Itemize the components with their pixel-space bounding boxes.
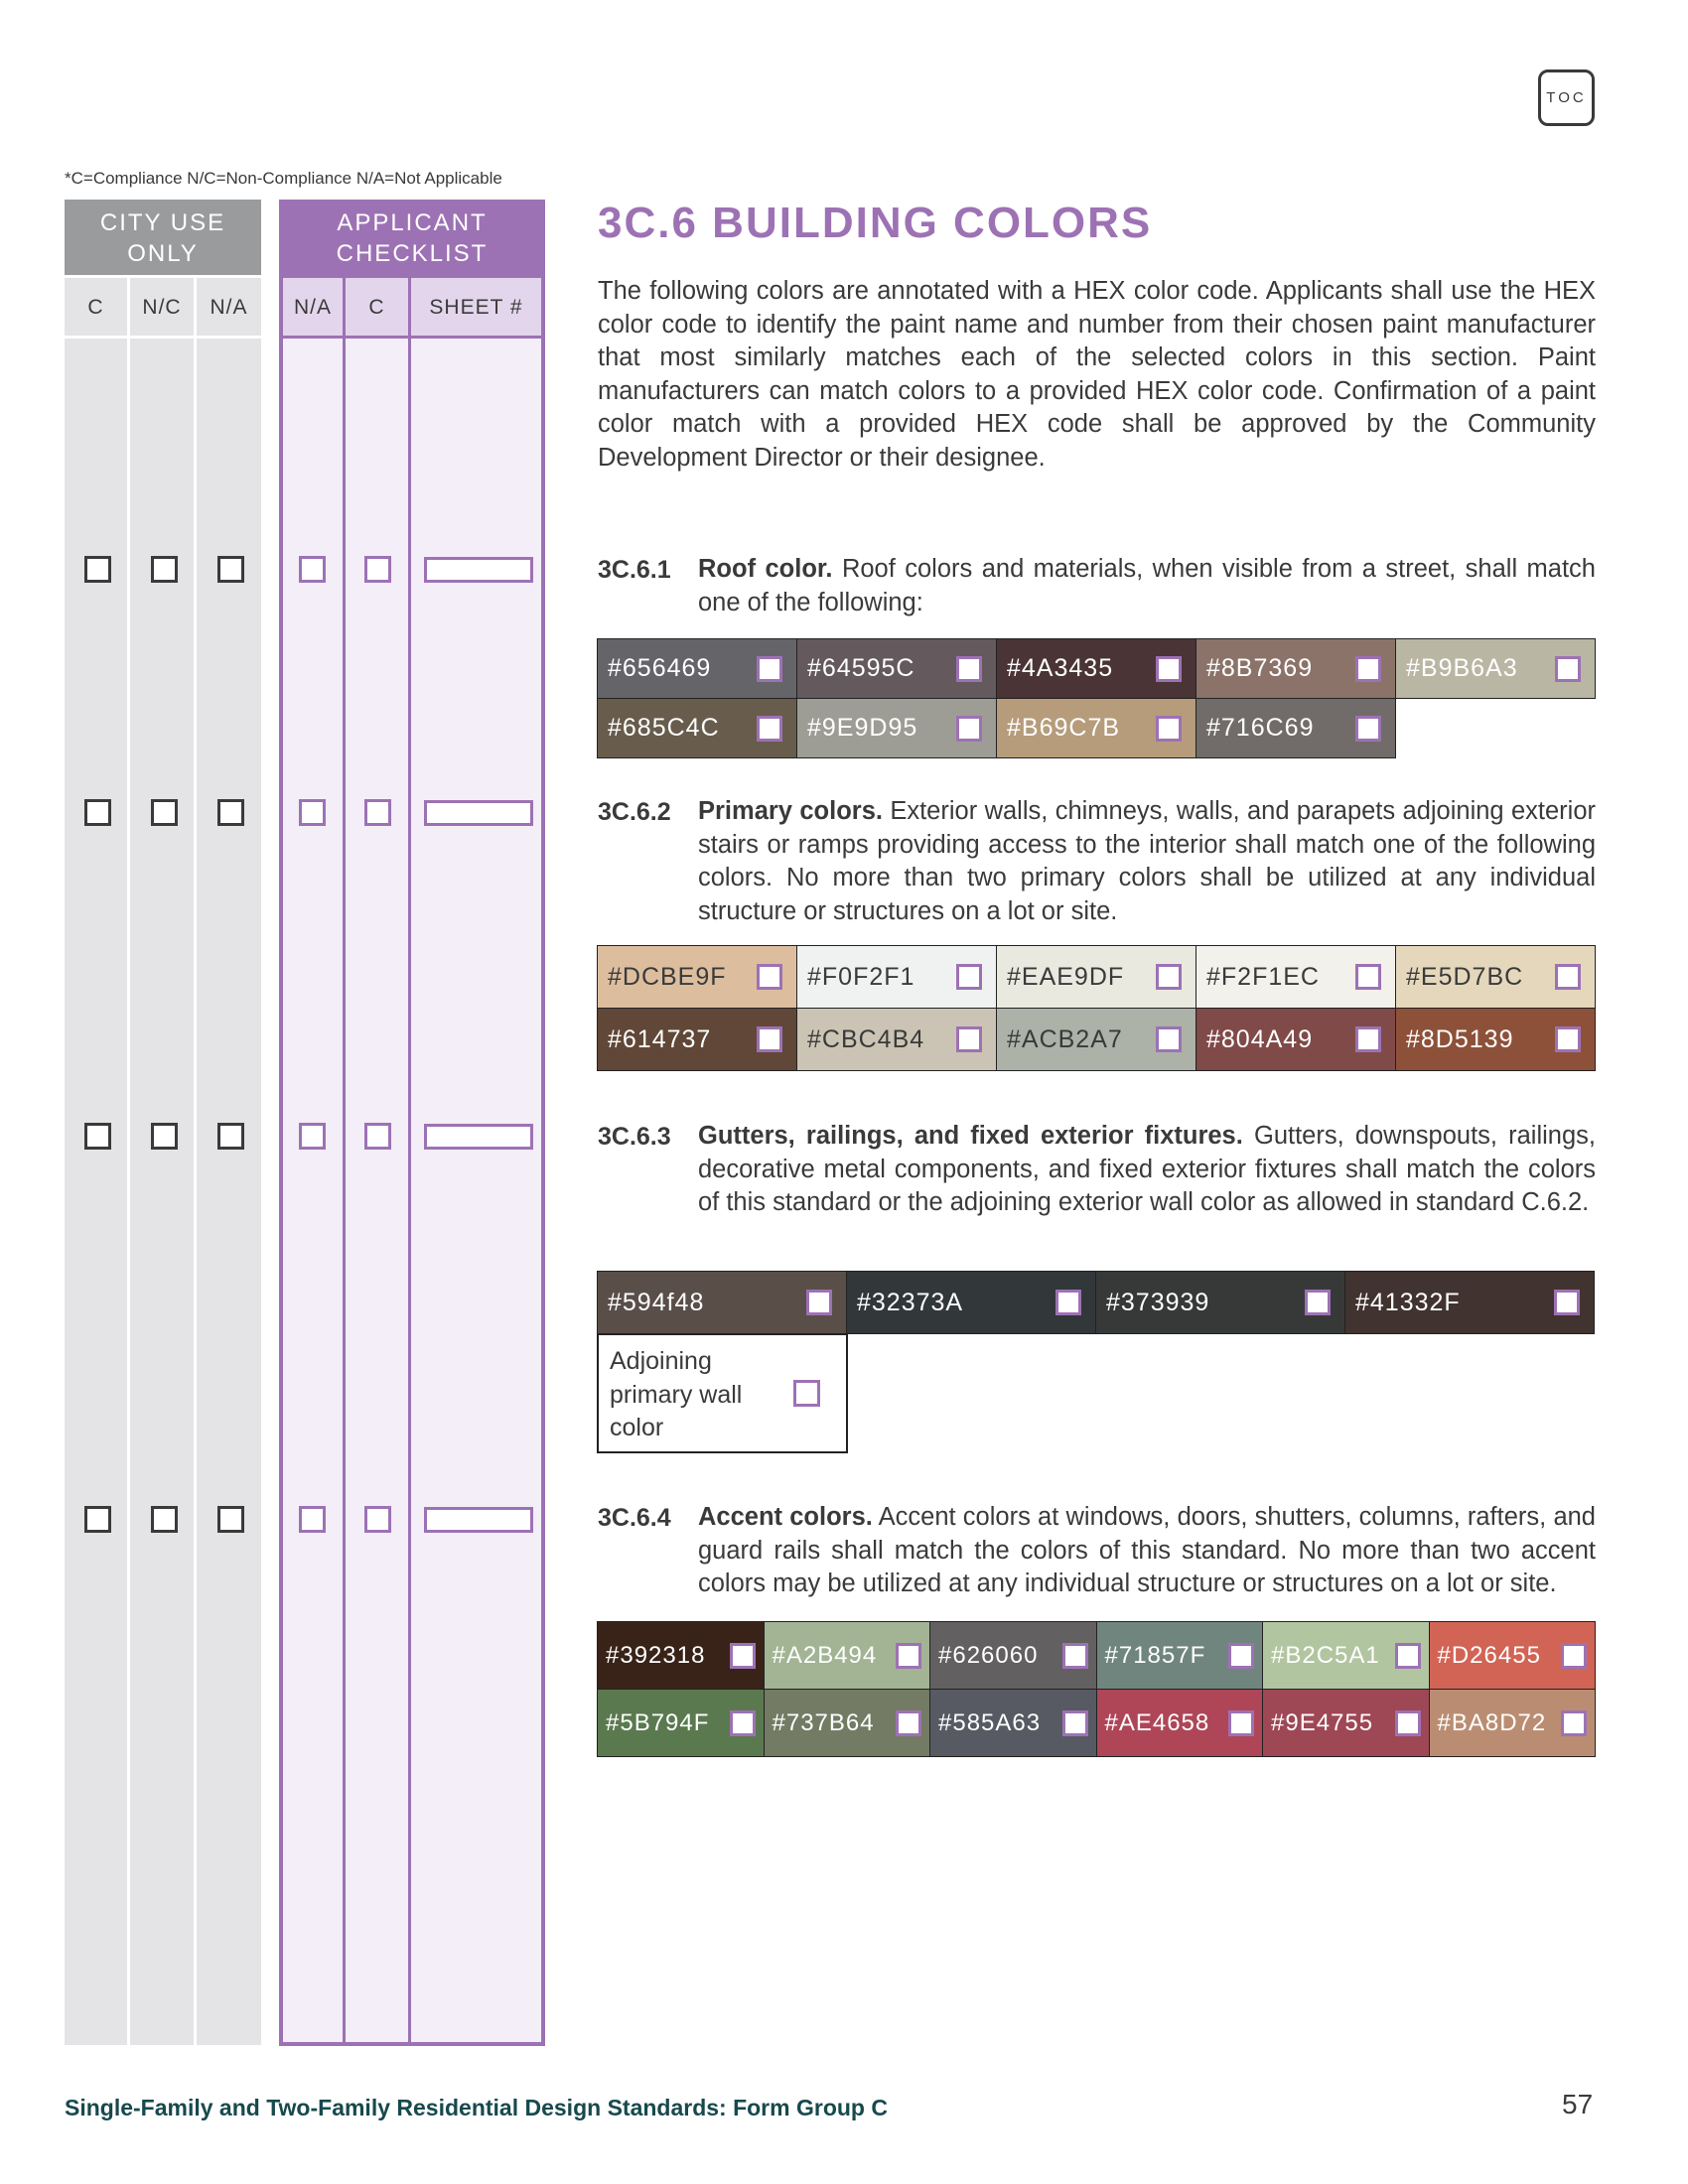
color-swatch	[597, 1621, 765, 1690]
color-select-checkbox[interactable]	[956, 964, 982, 990]
color-hex-code: #685C4C	[608, 714, 720, 742]
city-nc-checkbox[interactable]	[151, 799, 178, 826]
adjoining-wall-color-label: Adjoining primary wall color	[610, 1347, 743, 1441]
color-select-checkbox[interactable]	[1355, 716, 1381, 742]
color-hex-code: #B2C5A1	[1271, 1641, 1380, 1669]
color-swatch	[1196, 1008, 1396, 1071]
subsection-body: Roof colors and materials, when visible from a street, shall match one of the following:	[698, 555, 1596, 616]
color-select-checkbox[interactable]	[1561, 1643, 1587, 1669]
applicant-column-divider	[343, 278, 346, 2042]
section-title: 3C.6 BUILDING COLORS	[598, 199, 1153, 247]
color-select-checkbox[interactable]	[730, 1643, 756, 1669]
city-c-checkbox[interactable]	[84, 1506, 111, 1533]
city-nc-checkbox[interactable]	[151, 1506, 178, 1533]
color-swatch	[996, 1008, 1196, 1071]
color-hex-code: #F2F1EC	[1206, 962, 1320, 991]
color-swatch	[1344, 1271, 1595, 1334]
color-hex-code: #CBC4B4	[807, 1024, 925, 1053]
color-hex-code: #716C69	[1206, 714, 1315, 742]
compliance-legend: *C=Compliance N/C=Non-Compliance N/A=Not Applicable	[65, 169, 502, 188]
city-na-checkbox[interactable]	[217, 1123, 244, 1150]
color-hex-code: #D26455	[1437, 1641, 1541, 1669]
color-select-checkbox[interactable]	[956, 716, 982, 742]
applicant-column-divider	[408, 278, 411, 2042]
color-hex-code: #E5D7BC	[1406, 962, 1524, 991]
subsection-text-gutters	[698, 1120, 1596, 1220]
color-swatch	[764, 1689, 931, 1757]
color-swatch	[996, 638, 1196, 699]
color-hex-code: #64595C	[807, 654, 915, 682]
color-select-checkbox[interactable]	[730, 1710, 756, 1736]
color-swatch	[1429, 1689, 1597, 1757]
applicant-col-c-label: C	[368, 295, 385, 319]
page-number: 57	[1562, 2089, 1594, 2119]
color-swatch	[1196, 698, 1396, 758]
color-swatch	[1395, 1008, 1596, 1071]
city-na-checkbox[interactable]	[217, 556, 244, 583]
city-c-checkbox[interactable]	[84, 556, 111, 583]
color-swatch	[1395, 945, 1596, 1009]
color-hex-code: #9E9D95	[807, 714, 918, 742]
city-column-divider	[194, 278, 197, 2045]
applicant-c-checkbox[interactable]	[364, 1506, 391, 1533]
color-hex-code: #804A49	[1206, 1024, 1314, 1053]
applicant-na-checkbox[interactable]	[299, 556, 326, 583]
color-hex-code: #8D5139	[1406, 1024, 1514, 1053]
color-select-checkbox[interactable]	[1355, 1026, 1381, 1052]
applicant-c-checkbox[interactable]	[364, 1123, 391, 1150]
city-col-na-label: N/A	[210, 296, 248, 319]
applicant-title-line1: APPLICANT	[337, 209, 488, 236]
color-hex-code: #41332F	[1355, 1288, 1461, 1316]
color-hex-code: #DCBE9F	[608, 962, 727, 991]
toc-button[interactable]: TOC	[1538, 69, 1595, 126]
color-select-checkbox[interactable]	[1156, 656, 1182, 682]
color-select-checkbox[interactable]	[1156, 964, 1182, 990]
color-hex-code: #737B64	[772, 1708, 875, 1736]
color-hex-code: #392318	[606, 1641, 706, 1669]
adjoining-wall-color-checkbox[interactable]	[793, 1380, 820, 1407]
sheet-number-field[interactable]	[424, 1124, 533, 1150]
applicant-c-checkbox[interactable]	[364, 799, 391, 826]
color-select-checkbox[interactable]	[1355, 964, 1381, 990]
city-nc-checkbox[interactable]	[151, 1123, 178, 1150]
color-select-checkbox[interactable]	[1555, 964, 1581, 990]
city-na-checkbox[interactable]	[217, 799, 244, 826]
city-use-title-line2: ONLY	[127, 240, 199, 267]
footer-document-title: Single-Family and Two-Family Residential Design Standards: Form Group C	[65, 2095, 888, 2120]
subsection-body: Exterior walls, chimneys, walls, and parapets adjoining exterior stairs or ramps providing access to the interior shall match one of the following colors. No more than two primary colors shall be utilized at any individual structure or structures on a lot or site.	[698, 797, 1597, 925]
color-select-checkbox[interactable]	[1305, 1290, 1331, 1315]
color-swatch	[597, 945, 797, 1009]
color-swatch	[1096, 1621, 1264, 1690]
color-swatch	[597, 638, 797, 699]
color-select-checkbox[interactable]	[1156, 1026, 1182, 1052]
city-use-column-bg	[65, 278, 261, 2045]
color-hex-code: #614737	[608, 1024, 712, 1053]
color-swatch	[1262, 1689, 1430, 1757]
applicant-checklist-header	[279, 200, 545, 278]
color-hex-code: #5B794F	[606, 1708, 710, 1736]
subsection-number-roof: 3C.6.1	[598, 556, 671, 584]
applicant-col-na-label: N/A	[293, 295, 332, 319]
color-select-checkbox[interactable]	[1561, 1710, 1587, 1736]
color-swatch	[996, 945, 1196, 1009]
color-hex-code: #373939	[1106, 1288, 1210, 1316]
city-col-c-label: C	[87, 296, 104, 319]
color-select-checkbox[interactable]	[757, 964, 782, 990]
applicant-col-sheet-label: SHEET #	[429, 295, 523, 319]
color-select-checkbox[interactable]	[1228, 1710, 1254, 1736]
color-select-checkbox[interactable]	[1555, 656, 1581, 682]
applicant-na-checkbox[interactable]	[299, 1506, 326, 1533]
subsection-heading: Roof color.	[698, 555, 833, 583]
color-hex-code: #626060	[938, 1641, 1039, 1669]
color-select-checkbox[interactable]	[806, 1290, 832, 1315]
color-hex-code: #ACB2A7	[1007, 1024, 1123, 1053]
color-swatch	[796, 638, 997, 699]
color-hex-code: #32373A	[857, 1288, 964, 1316]
color-swatch	[929, 1689, 1097, 1757]
color-select-checkbox[interactable]	[896, 1710, 921, 1736]
color-swatch	[597, 1271, 847, 1334]
color-select-checkbox[interactable]	[1395, 1643, 1421, 1669]
color-swatch	[597, 698, 797, 758]
city-c-checkbox[interactable]	[84, 1123, 111, 1150]
color-swatch	[1196, 945, 1396, 1009]
color-hex-code: #BA8D72	[1437, 1708, 1547, 1736]
color-swatch	[1429, 1621, 1597, 1690]
color-hex-code: #AE4658	[1104, 1708, 1210, 1736]
color-select-checkbox[interactable]	[956, 1026, 982, 1052]
color-hex-code: #4A3435	[1007, 654, 1114, 682]
color-swatch	[796, 698, 997, 758]
adjoining-wall-color-option	[597, 1333, 848, 1453]
color-hex-code: #8B7369	[1206, 654, 1314, 682]
color-hex-code: #71857F	[1104, 1641, 1206, 1669]
color-swatch	[597, 1008, 797, 1071]
color-hex-code: #F0F2F1	[807, 962, 915, 991]
color-select-checkbox[interactable]	[757, 1026, 782, 1052]
subsection-heading: Primary colors.	[698, 797, 883, 825]
color-select-checkbox[interactable]	[1555, 1026, 1581, 1052]
sheet-number-field[interactable]	[424, 557, 533, 583]
color-swatch	[1096, 1689, 1264, 1757]
city-column-divider	[127, 278, 130, 2045]
sheet-number-field[interactable]	[424, 1507, 533, 1533]
city-c-checkbox[interactable]	[84, 799, 111, 826]
section-intro: The following colors are annotated with a HEX color code. Applicants shall use the HEX color code to identify the paint name and number from their chosen paint manufacturer that most similarly matches each of the selected colors in this section. Paint manufacturers can match colors to a provided HEX color code. Confirmation of a paint color match with a provided HEX code shall be approved by the Community Development Director or their designee.	[598, 277, 1596, 472]
color-hex-code: #EAE9DF	[1007, 962, 1125, 991]
city-col-nc-label: N/C	[142, 296, 182, 319]
subsection-number-gutters: 3C.6.3	[598, 1123, 671, 1151]
color-swatch	[764, 1621, 931, 1690]
color-swatch	[1262, 1621, 1430, 1690]
city-use-header	[65, 200, 261, 275]
color-select-checkbox[interactable]	[757, 716, 782, 742]
color-swatch	[796, 945, 997, 1009]
subsection-text-accent	[698, 1501, 1596, 1601]
subsection-body: Gutters, downspouts, railings, decorative metal components, and fixed exterior fixtures shall match the colors of this standard or the adjoining exterior wall color as allowed in standard C.6.2.	[698, 1122, 1596, 1216]
color-select-checkbox[interactable]	[1062, 1710, 1088, 1736]
applicant-na-checkbox[interactable]	[299, 799, 326, 826]
subsection-number-primary: 3C.6.2	[598, 798, 671, 826]
color-select-checkbox[interactable]	[1156, 716, 1182, 742]
applicant-c-checkbox[interactable]	[364, 556, 391, 583]
color-select-checkbox[interactable]	[1062, 1643, 1088, 1669]
subsection-text-roof	[698, 553, 1596, 619]
applicant-na-checkbox[interactable]	[299, 1123, 326, 1150]
color-select-checkbox[interactable]	[1395, 1710, 1421, 1736]
subsection-heading: Gutters, railings, and fixed exterior fixtures.	[698, 1122, 1243, 1150]
color-hex-code: #B9B6A3	[1406, 654, 1518, 682]
color-swatch	[996, 698, 1196, 758]
color-select-checkbox[interactable]	[1554, 1290, 1580, 1315]
color-hex-code: #594f48	[608, 1288, 705, 1316]
color-swatch	[1395, 638, 1596, 699]
color-swatch	[1196, 638, 1396, 699]
color-hex-code: #656469	[608, 654, 712, 682]
color-select-checkbox[interactable]	[757, 656, 782, 682]
color-select-checkbox[interactable]	[1355, 656, 1381, 682]
color-swatch	[1095, 1271, 1345, 1334]
city-nc-checkbox[interactable]	[151, 556, 178, 583]
color-hex-code: #585A63	[938, 1708, 1042, 1736]
color-select-checkbox[interactable]	[1228, 1643, 1254, 1669]
applicant-title-line2: CHECKLIST	[336, 240, 489, 267]
color-swatch	[796, 1008, 997, 1071]
city-use-title-line1: CITY USE	[99, 209, 226, 236]
color-hex-code: #B69C7B	[1007, 714, 1121, 742]
color-select-checkbox[interactable]	[1055, 1290, 1081, 1315]
color-hex-code: #9E4755	[1271, 1708, 1374, 1736]
color-swatch	[846, 1271, 1096, 1334]
subsection-number-accent: 3C.6.4	[598, 1504, 671, 1532]
sheet-number-field[interactable]	[424, 800, 533, 826]
subsection-text-primary	[698, 795, 1596, 928]
color-swatch	[929, 1621, 1097, 1690]
color-hex-code: #A2B494	[772, 1641, 878, 1669]
city-na-checkbox[interactable]	[217, 1506, 244, 1533]
color-select-checkbox[interactable]	[956, 656, 982, 682]
color-select-checkbox[interactable]	[896, 1643, 921, 1669]
subsection-heading: Accent colors.	[698, 1503, 873, 1531]
color-swatch	[597, 1689, 765, 1757]
subsection-body: Accent colors at windows, doors, shutters, columns, rafters, and guard rails shall match the colors of this standard. No more than two accent colors may be utilized at any individual structure or structures on a lot or site.	[698, 1503, 1596, 1597]
